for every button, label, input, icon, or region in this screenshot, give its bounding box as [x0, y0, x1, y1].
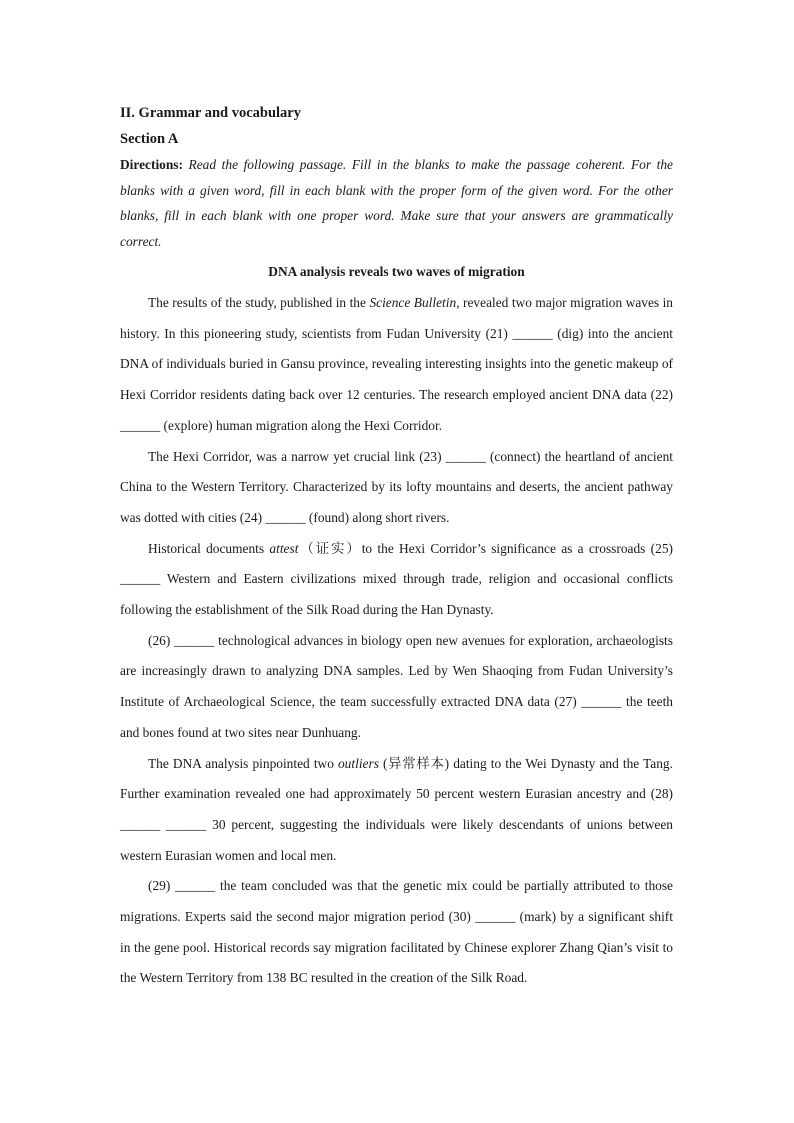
directions	[120, 152, 673, 254]
outliers-word: outliers	[337, 755, 379, 771]
paragraph-1-text-a: The results of the study, published in the	[148, 295, 370, 310]
paragraph-6: (29) ______ the team concluded was that the genetic mix could be partially attributed to those migrations. Experts said the second major migration period (30) ______ (mark) by a significant shift in the gene pool. Historical records say migration facilitated by Chinese explorer Zhang Qian’s visit to the Western Territory from 138 BC resulted in the creation of the Silk Road.	[120, 878, 673, 986]
attest-word: attest	[269, 540, 299, 556]
paragraph-3-text-a: Historical documents	[148, 540, 270, 556]
paragraph-4: (26) ______ technological advances in biology open new avenues for exploration, archaeologists are increasingly drawn to analyzing DNA samples. Led by Wen Shaoqing from Fudan University’s Institute of Archaeological Science, the team successfully extracted DNA data (27) ______ the teeth and bones found at two sites near Dunhuang.	[120, 632, 673, 740]
journal-name: Science Bulletin	[369, 295, 457, 310]
paragraph-5	[120, 749, 673, 872]
paragraph-1-text-b: , revealed two major migration waves in history. In this pioneering study, scientists from Fudan University (21) ______ (dig) into the ancient DNA of individuals buried in Gansu province, revealing interesting insights into the genetic makeup of Hexi Corridor residents dating back over 12 centuries. The research employed ancient DNA data (22) ______ (explore) human migration along the Hexi Corridor.	[120, 295, 674, 433]
paragraph-3-text-b: （证实）to the Hexi Corridor’s significance as a crossroads (25) ______ Western and Eastern civilizations mixed through trade, religion and occasional conflicts following the establishment of the Silk Road during the Han Dynasty.	[120, 540, 673, 618]
directions-label: Directions:	[120, 157, 183, 172]
document-page	[120, 100, 673, 994]
paragraph-5-text-a: The DNA analysis pinpointed two	[148, 755, 338, 771]
directions-text: Read the following passage. Fill in the blanks to make the passage coherent. For the blanks with a given word, fill in each blank with the proper form of the given word. For the other blanks, fill in each blank with one proper word. Make sure that your answers are grammatically correct.	[120, 157, 673, 249]
passage-title: DNA analysis reveals two waves of migration	[268, 264, 525, 279]
section-subheading: Section A	[120, 131, 179, 147]
paragraph-3	[120, 534, 673, 626]
paragraph-5-text-b: (异常样本) dating to the Wei Dynasty and the Tang. Further examination revealed one had approximately 50 percent western Eurasian ancestry and (28) ______ ______ 30 percent, suggesting the individuals were likely descendants of unions between western Eurasian women and local men.	[120, 755, 673, 863]
paragraph-1	[120, 288, 673, 442]
paragraph-2: The Hexi Corridor, was a narrow yet crucial link (23) ______ (connect) the heartland of ancient China to the Western Territory. Characterized by its lofty mountains and deserts, the ancient pathway was dotted with cities (24) ______ (found) along short rivers.	[120, 448, 673, 525]
section-heading: II. Grammar and vocabulary	[120, 105, 301, 121]
